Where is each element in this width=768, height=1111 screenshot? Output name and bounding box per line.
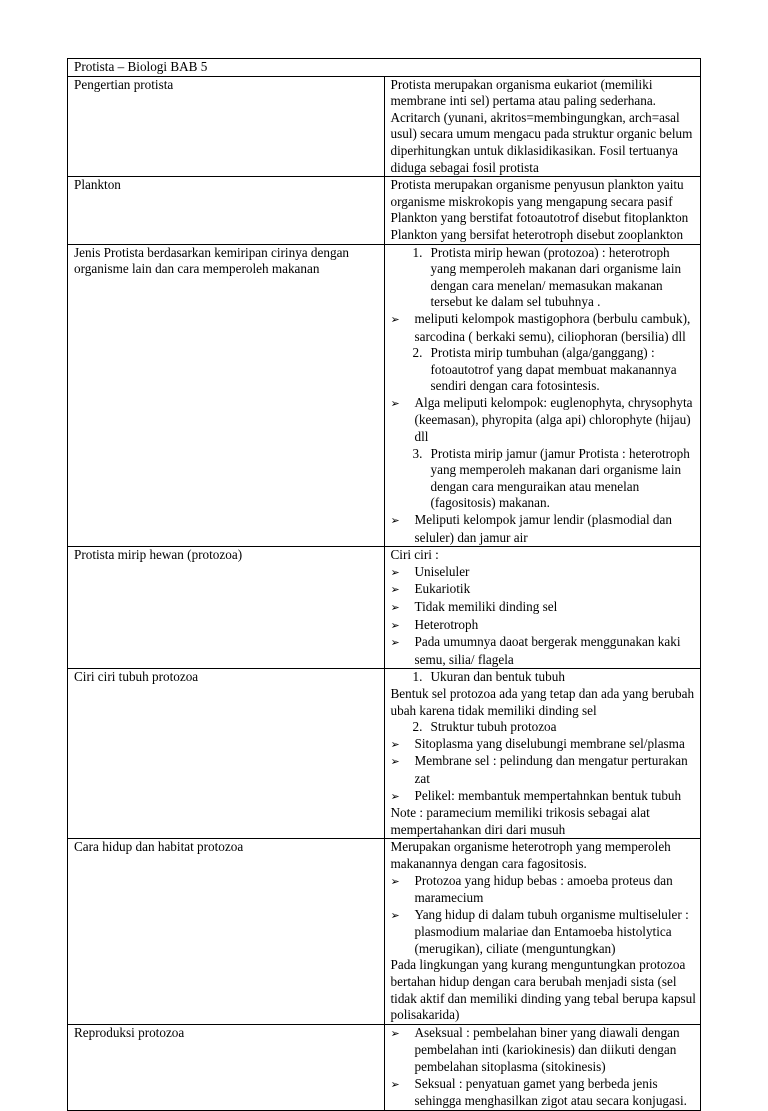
- arrow-bullet-icon: ➢: [390, 874, 400, 888]
- arrow-bullet-icon: ➢: [390, 789, 400, 803]
- bullet-item: ➢ Pelikel: membantuk mempertahnkan bentuk tubuh: [391, 788, 697, 806]
- table-row: [68, 547, 701, 669]
- arrow-bullet-icon: ➢: [390, 1077, 400, 1091]
- paragraph-text: Note : paramecium memiliki trikosis sebagai alat mempertahankan diri dari musuh: [390, 805, 650, 837]
- arrow-bullet-icon: ➢: [390, 601, 400, 614]
- bullet-item: ➢ Meliputi kelompok jamur lendir (plasmodial dan seluler) dan jamur air: [390, 512, 672, 545]
- item-number: 2.: [412, 719, 423, 735]
- arrow-bullet-icon: ➢: [390, 312, 400, 326]
- paragraph-text: Merupakan organisme heterotroph yang memperoleh makanannya dengan cara fagositosis.: [390, 839, 671, 871]
- row-content: [384, 1024, 701, 1110]
- table-row: [68, 669, 701, 839]
- bullet-item: ➢ Membrane sel : pelindung dan mengatur perturakan zat: [390, 753, 688, 786]
- document-title: Protista – Biologi BAB 5: [68, 59, 701, 77]
- arrow-bullet-icon: ➢: [390, 755, 400, 769]
- bullet-item: ➢ Eukariotik: [391, 581, 697, 599]
- numbered-item: 3. Protista mirip jamur (jamur Protista : heterotroph yang memperoleh makanan dari organisme lain dengan cara menguraikan atau menelan (fagositosis) makanan.: [412, 445, 690, 511]
- row-content: [384, 244, 701, 547]
- row-content: [384, 669, 701, 839]
- row-label: Pengertian protista: [68, 76, 385, 177]
- row-label: Cara hidup dan habitat protozoa: [68, 839, 385, 1025]
- paragraph-text: Ciri ciri :: [390, 547, 439, 563]
- table-row: [68, 177, 701, 244]
- table-row: [68, 839, 701, 1025]
- row-label: Reproduksi protozoa: [68, 1024, 385, 1110]
- numbered-item: 2. Protista mirip tumbuhan (alga/ganggang) : fotoautotrof yang dapat membuat makanannya sendiri dengan cara fotosintesis.: [412, 345, 677, 394]
- row-content: [384, 547, 701, 669]
- arrow-bullet-icon: ➢: [390, 618, 400, 632]
- title-row: [68, 59, 701, 77]
- numbered-item: 2. Struktur tubuh protozoa: [412, 719, 557, 735]
- bullet-item: ➢ Yang hidup di dalam tubuh organisme multiseluler : plasmodium malariae dan Entamoeba histolytica (merugikan), ciliate (menguntungkan): [390, 906, 689, 956]
- bullet-item: ➢ Alga meliputi kelompok: euglenophyta, chrysophyta (keemasan), phyropita (alga api) chlorophyte (hijau) dll: [390, 394, 693, 445]
- arrow-bullet-icon: ➢: [390, 583, 400, 597]
- paragraph-text: Protista merupakan organisme penyusun plankton yaitu organisme miskrokopis yang mengapung secara pasif: [390, 177, 684, 209]
- arrow-bullet-icon: ➢: [390, 737, 400, 751]
- numbered-item: 1. Protista mirip hewan (protozoa) : heterotroph yang memperoleh makanan dari organisme lain dengan cara menelan/ memasukan makanan tersebut ke dalam sel tubuhnya .: [412, 244, 682, 310]
- paragraph-text: Plankton yang berstifat fotoautotrof disebut fitoplankton: [390, 210, 689, 226]
- bullet-item: ➢ Pada umumnya daoat bergerak menggunakan kaki semu, silia/ flagela: [390, 634, 681, 667]
- paragraph-text: Acritarch (yunani, akritos=membingungkan, arch=asal usul) secara umum mengacu pada struktur organic belum diperhitungkan untuk diklasidikasikan. Fosil tertuanya diduga sebagai fosil protista: [390, 109, 693, 175]
- item-number: 3.: [412, 445, 423, 461]
- paragraph-text: Plankton yang bersifat heterotroph disebut zooplankton: [390, 226, 684, 242]
- bullet-item: ➢ Tidak memiliki dinding sel: [391, 599, 697, 617]
- bullet-item: ➢ meliputi kelompok mastigophora (berbulu cambuk), sarcodina ( berkaki semu), ciliophoran (bersilia) dll: [390, 310, 691, 344]
- bullet-item: ➢ Uniseluler: [391, 564, 697, 582]
- bullet-item: ➢ Aseksual : pembelahan biner yang diawali dengan pembelahan inti (kariokinesis) dan diikuti dengan pembelahan sitoplasma (sitokinesis): [390, 1024, 680, 1075]
- row-content: [384, 177, 701, 244]
- table-row: [68, 1024, 701, 1110]
- row-label: Jenis Protista berdasarkan kemiripan cirinya dengan organisme lain dan cara memperoleh makanan: [68, 244, 385, 547]
- item-number: 1.: [412, 669, 423, 685]
- table-row: [68, 244, 701, 547]
- table-row: [68, 76, 701, 177]
- arrow-bullet-icon: ➢: [390, 514, 400, 528]
- bullet-item: ➢ Sitoplasma yang diselubungi membrane sel/plasma: [391, 736, 697, 754]
- paragraph-text: Bentuk sel protozoa ada yang tetap dan ada yang berubah ubah karena tidak memiliki dinding sel: [390, 685, 695, 718]
- row-label: Protista mirip hewan (protozoa): [68, 547, 385, 669]
- row-label: Plankton: [68, 177, 385, 244]
- bullet-item: ➢ Seksual : penyatuan gamet yang berbeda jenis sehingga menghasilkan zigot atau secara konjugasi.: [390, 1075, 687, 1109]
- item-number: 1.: [412, 244, 423, 260]
- bullet-item: ➢ Protozoa yang hidup bebas : amoeba proteus dan maramecium: [390, 872, 673, 906]
- item-number: 2.: [412, 345, 423, 361]
- row-content: [384, 76, 701, 177]
- bullet-item: ➢ Heterotroph: [391, 617, 697, 635]
- paragraph-text: Protista merupakan organisma eukariot (memiliki membrane inti sel) pertama atau paling sederhana.: [390, 76, 656, 109]
- numbered-item: 1. Ukuran dan bentuk tubuh: [412, 669, 565, 685]
- arrow-bullet-icon: ➢: [390, 565, 400, 579]
- arrow-bullet-icon: ➢: [390, 908, 400, 922]
- row-content: [384, 839, 701, 1025]
- arrow-bullet-icon: ➢: [390, 1026, 400, 1040]
- notes-table: [67, 58, 701, 1111]
- arrow-bullet-icon: ➢: [390, 396, 400, 410]
- arrow-bullet-icon: ➢: [390, 636, 400, 650]
- paragraph-text: Pada lingkungan yang kurang menguntungkan protozoa bertahan hidup dengan cara berubah menjadi sista (sel tidak aktif dan memiliki dinding yang tebal berupa kapsul polisakarida): [390, 957, 696, 1023]
- row-label: Ciri ciri tubuh protozoa: [68, 669, 385, 839]
